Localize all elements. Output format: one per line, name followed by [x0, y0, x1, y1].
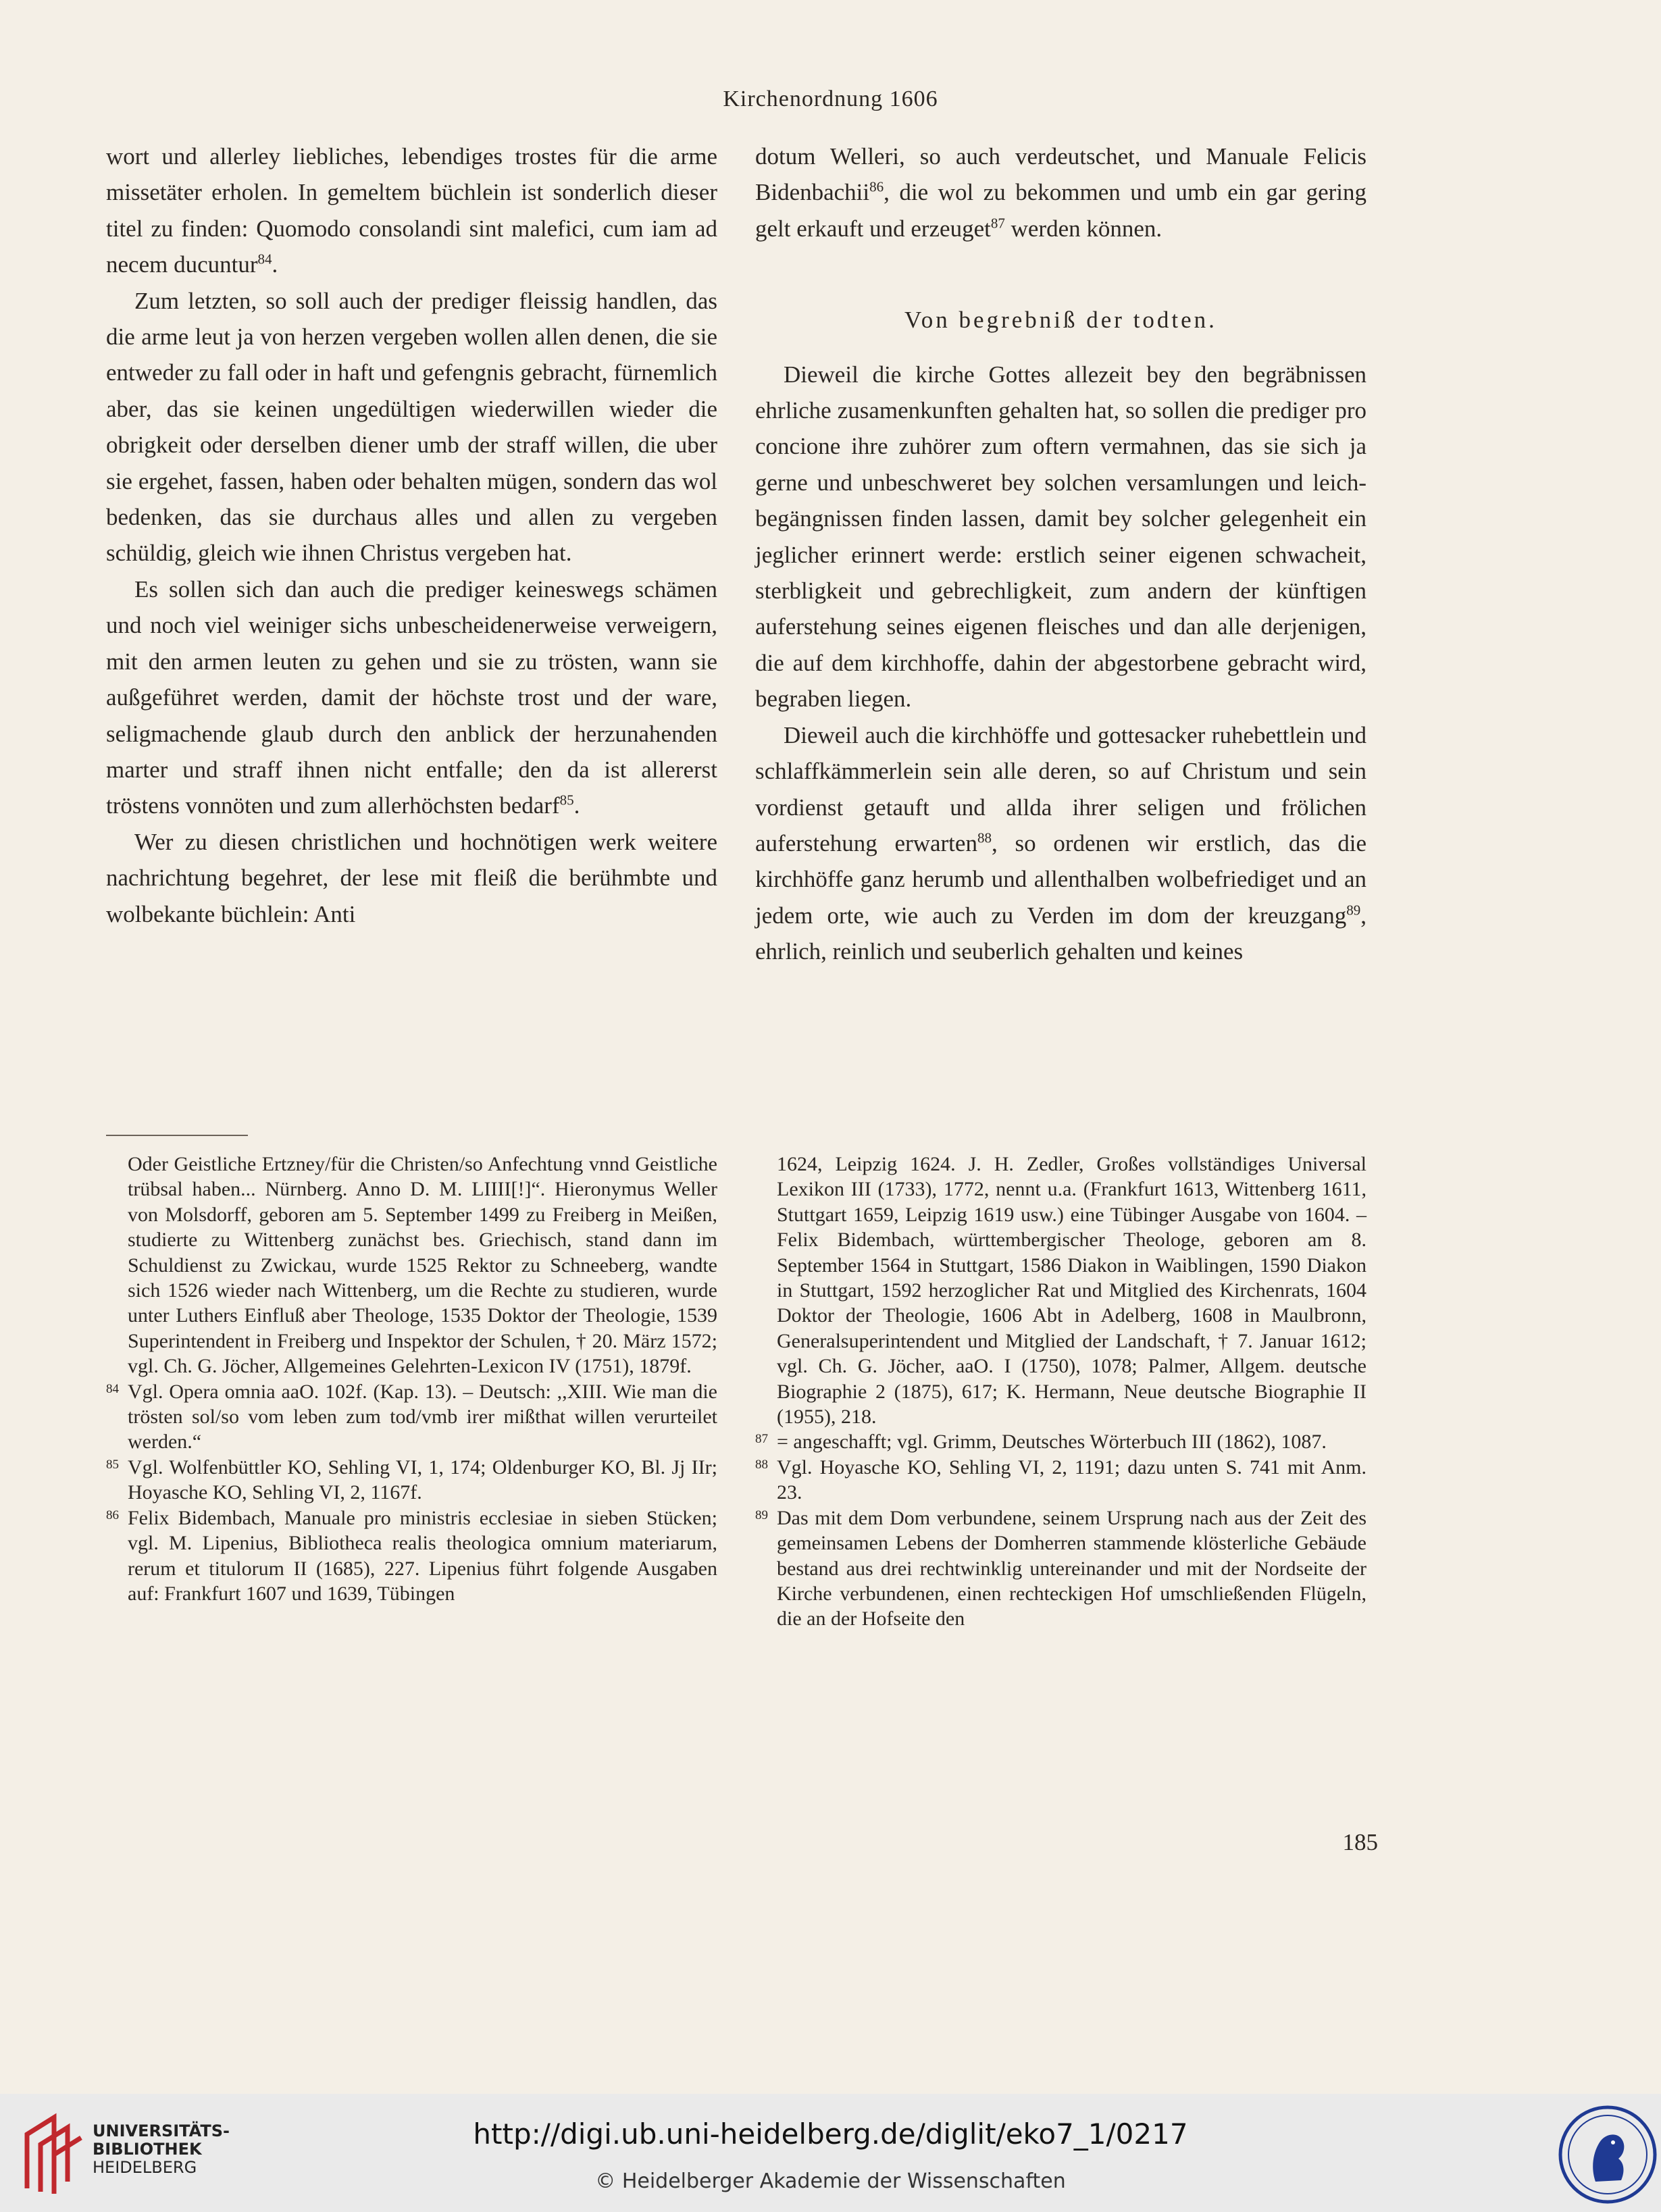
paragraph-text: , die wol zu bekommen und umb ein gar gering gelt erkauft und erzeuget	[755, 179, 1366, 242]
footnote-ref[interactable]: 88	[977, 829, 992, 846]
footnote-text: Oder Geistliche Ertzney/für die Christen/so Anfechtung vnnd Geistliche trübsal haben... Nürnberg. Anno D. M. LIIII[!]“. Hieronymus Weller von Molsdorff, geboren am 5. September 1499 zu Freiberg in Meißen, studierte zu Wittenberg zunächst bes. Griechisch, stand dann im Schuldienst zu Zwickau, wurde 1525 Rektor zu Schneeberg, wandte sich 1526 wieder nach Wittenberg, um die Rechte zu studieren, wurde unter Luthers Einfluß aber Theologe, 1535 Doktor der Theologie, 1539 Superintendent in Freiberg und Inspektor der Schulen, † 20. März 1572; vgl. Ch. G. Jöcher, Allgemeines Gelehrten-Lexicon IV (1751), 1879f.	[128, 1153, 717, 1378]
main-text-right-column	[755, 138, 1366, 970]
footnote-continuation	[755, 1152, 1366, 1429]
footnote-84	[106, 1379, 717, 1455]
paragraph	[755, 717, 1366, 970]
footnote-ref[interactable]: 89	[1346, 902, 1361, 919]
page-number: 185	[1342, 1829, 1378, 1855]
paragraph: Dieweil die kirche Gottes allezeit bey den begräbnissen ehrliche zusamenkunften gehalten hat, so sollen die prediger pro concione ihre zuhörer zum oftern vermahnen, das sie sich ja gerne und unbeschweret bey solchen versamlungen und leichbegängnissen finden lassen, damit bey solcher gelegenheit ein jeglicher erinnert werde: erstlich seiner eigenen schwacheit, sterbligkeit und gebrechligkeit, zum andern der künftigen auferstehung seines eigenen fleisches und dan alle derjenigen, die auf dem kirchhoffe, dahin der abgestorbene gebracht wird, begraben liegen.	[755, 361, 1366, 713]
paragraph: Zum letzten, so soll auch der prediger fleissig handlen, das die arme leut ja von herzen vergeben wollen allen denen, die sie entweder zu fall oder in haft und gefengnis gebracht, fürnemlich aber, das sie keinen ungedültigen wiederwillen wieder die obrigkeit oder derselben diener umb der straff willen, die uber sie ergehet, fassen, haben oder behalten mügen, sondern das wol bedenken, das sie durchaus alles und allen zu vergeben schüldig, gleich wie ihnen Christus vergeben hat.	[106, 287, 717, 567]
paragraph-text: , so ordenen wir erstlich, das die kirchhöffe ganz herumb und allenthalben wolbefriediget und an jedem orte, wie auch zu Verden im dom der kreuzgang	[755, 829, 1366, 929]
copyright-notice: © Heidelberger Akademie der Wissenschaften	[595, 2169, 1066, 2193]
footnote-text: Felix Bidembach, Manuale pro ministris ecclesiae in sieben Stücken; vgl. M. Lipenius, Bibliotheca realis theologica omnium materiarum, rerum et titulorum II (1685), 227. Lipenius führt folgende Ausgaben auf: Frankfurt 1607 und 1639, Tübingen	[128, 1506, 717, 1605]
section-heading: Von begrebniß der todten.	[904, 307, 1217, 334]
footnotes-right-column	[755, 1152, 1366, 1632]
footnote-divider	[106, 1135, 248, 1136]
footnote-number: 88	[755, 1457, 768, 1472]
footnote-ref[interactable]: 87	[990, 215, 1005, 232]
footnote-88	[755, 1455, 1366, 1506]
footnote-text: 1624, Leipzig 1624. J. H. Zedler, Großes vollständiges Universal Lexikon III (1733), 1772, nennt u.a. (Frankfurt 1613, Wittenberg 1611, Stuttgart 1659, Leipzig 1619 usw.) eine Tübinger Ausgabe von 1604. – Felix Bidembach, württembergischer Theologe, geboren am 8. September 1564 in Stuttgart, 1586 Diakon in Waiblingen, 1590 Diakon in Stuttgart, 1592 herzoglicher Rat und Mitglied des Kirchenrats, 1604 Doktor der Theologie, 1606 Abt in Adelberg, 1608 in Maulbronn, Generalsuperintendent und Mitglied der Landschaft, † 7. Januar 1612; vgl. Ch. G. Jöcher, aaO. I (1750), 1078; Palmer, Allgem. deutsche Biographie 2 (1875), 617; K. Hermann, Neue deutsche Biographie II (1955), 218.	[777, 1153, 1366, 1429]
permalink-url[interactable]: http://digi.ub.uni-heidelberg.de/diglit/eko7_1/0217	[473, 2117, 1188, 2151]
paragraph-text: .	[272, 251, 278, 278]
footnote-number: 84	[106, 1381, 119, 1396]
paragraph-text: dotum Welleri, so auch verdeutschet, und Manuale Felicis Bidenbachii	[755, 143, 1366, 206]
library-name-line: BIBLIOTHEK	[93, 2140, 202, 2159]
footnote-ref[interactable]: 86	[869, 178, 884, 195]
footnote-ref[interactable]: 84	[257, 251, 272, 267]
paragraph-text: Dieweil auch die kirchhöffe und gottesacker ruhebettlein und schlaffkämmerlein sein alle deren, so auf Christum und sein vordienst getauft und allda ihrer seligen und frölichen auferstehung erwarten	[755, 721, 1366, 856]
library-name-line: HEIDELBERG	[93, 2158, 197, 2177]
footnote-85	[106, 1455, 717, 1506]
paragraph-text: werden können.	[1004, 215, 1162, 242]
paragraph: Wer zu diesen christlichen und hochnötigen werk weitere nachrichtung begehret, der lese mit fleiß die berühmbte und wolbekante büchlein: Anti	[106, 828, 717, 927]
footnote-text: Vgl. Hoyasche KO, Sehling VI, 2, 1191; dazu unten S. 741 mit Anm. 23.	[777, 1456, 1366, 1504]
footnote-number: 89	[755, 1508, 768, 1522]
paragraph-text: .	[573, 792, 580, 819]
footnote-number: 86	[106, 1508, 119, 1522]
footnote-text: = angeschafft; vgl. Grimm, Deutsches Wörterbuch III (1862), 1087.	[777, 1431, 1327, 1454]
footnotes-left-column	[106, 1152, 717, 1606]
footnote-number: 87	[755, 1432, 768, 1447]
footnote-87	[755, 1429, 1366, 1454]
paragraph-text: Es sollen sich dan auch die prediger keineswegs schämen und noch viel weiniger sichs unbescheidenerweise verweigern, mit den armen leuten zu gehen und sie zu trösten, wann sie außgeführet werden, damit der höchste trost und der ware, seligmachende glaub durch den anblick der herzunahenden marter und straff ihnen nicht entfalle; den da ist allererst tröstens vonnöten und zum allerhöchsten bedarf	[106, 575, 717, 819]
library-name-line: UNIVERSITÄTS-	[93, 2121, 230, 2140]
paragraph-text: , ehrlich, reinlich und seuberlich gehalten und keines	[755, 902, 1366, 965]
footnote-number: 85	[106, 1457, 119, 1472]
running-head: Kirchenordnung 1606	[723, 86, 938, 111]
footnote-ref[interactable]: 85	[559, 792, 574, 808]
main-text-left-column	[106, 138, 717, 932]
viewer-footer	[0, 2094, 1661, 2212]
paragraph	[106, 138, 717, 283]
footnote-text: Vgl. Opera omnia aaO. 102f. (Kap. 13). – Deutsch: ,,XIII. Wie man die trösten sol/so vom leben zum tod/vmb irer mißthat willen verurteilet werden.“	[128, 1380, 717, 1454]
footnote-text: Vgl. Wolfenbüttler KO, Sehling VI, 1, 174; Oldenburger KO, Bl. Jj IIr; Hoyasche KO, Sehling VI, 2, 1167f.	[128, 1456, 717, 1504]
footnote-continuation	[106, 1152, 717, 1379]
paragraph	[106, 571, 717, 824]
paragraph-text: wort und allerley liebliches, lebendiges trostes für die arme missetäter erholen. In gemeltem büchlein ist sonderlich dieser titel zu finden: Quomodo consolandi sint malefici, cum iam ad necem ducuntur	[106, 143, 717, 278]
academy-seal-icon[interactable]	[1554, 2101, 1661, 2209]
footnote-86	[106, 1506, 717, 1607]
paragraph	[755, 138, 1366, 247]
footnote-89	[755, 1506, 1366, 1632]
footnote-text: Das mit dem Dom verbundene, seinem Ursprung nach aus der Zeit des gemeinsamen Lebens der Domherren stammende klösterliche Gebäude bestand aus drei rechtwinklig untereinander und mit der Nordseite der Kirche verbundenen, einen rechteckigen Hof umschließenden Flügeln, die an der Hofseite den	[777, 1506, 1366, 1630]
